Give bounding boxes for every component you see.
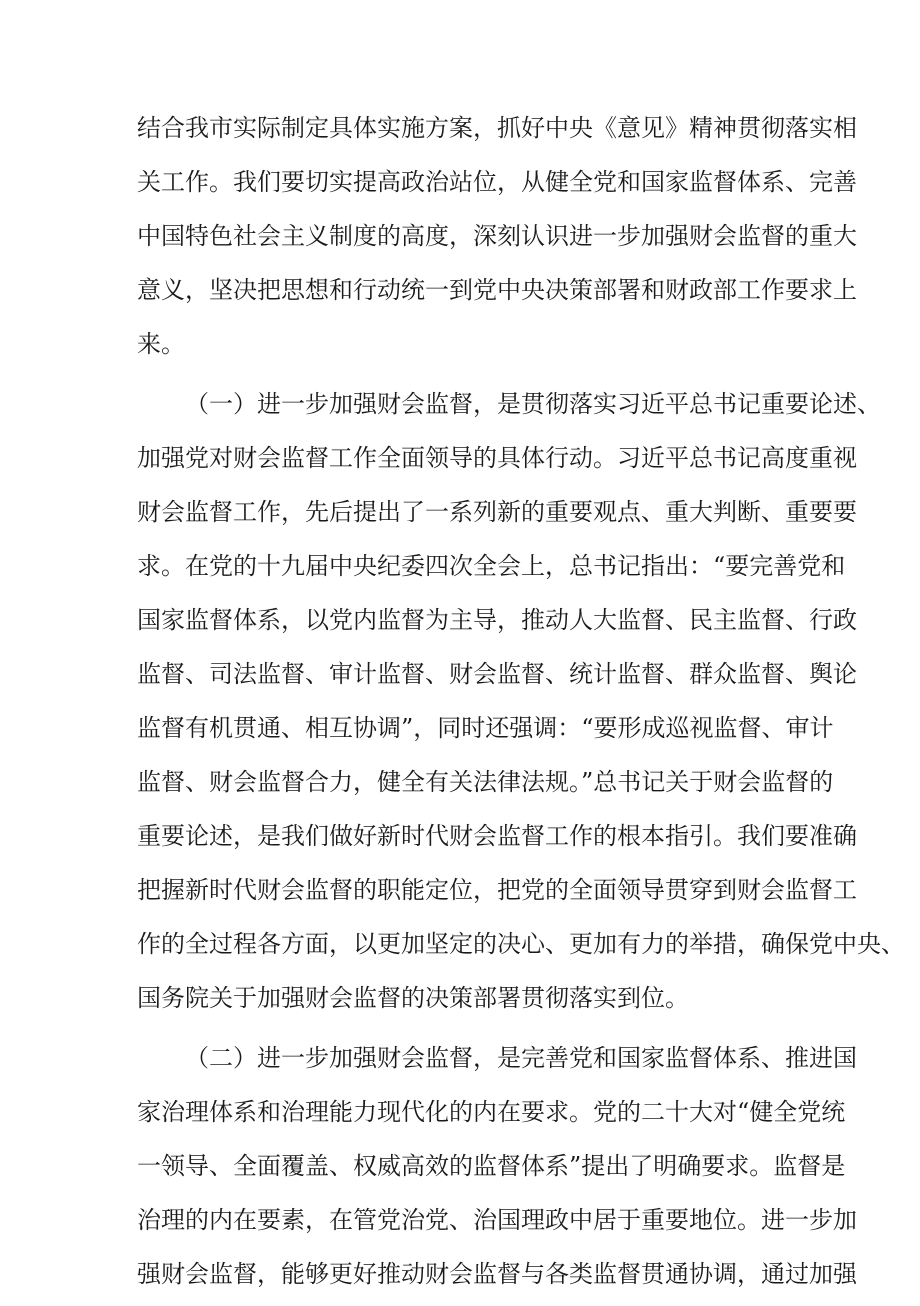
text-line: 国务院关于加强财会监督的决策部署贯彻落实到位。 [137, 984, 689, 1012]
text-line: 财会监督工作，先后提出了一系列新的重要观点、重大判断、重要要 [137, 498, 857, 526]
text-line: 加强党对财会监督工作全面领导的具体行动。习近平总书记高度重视 [137, 444, 857, 472]
text-line: 关工作。我们要切实提高政治站位，从健全党和国家监督体系、完善 [137, 168, 857, 196]
text-line: 监督有机贯通、相互协调”，同时还强调：“要形成巡视监督、审计 [137, 714, 834, 742]
text-line: 求。在党的十九届中央纪委四次全会上，总书记指出：“要完善党和 [137, 552, 846, 580]
text-line: 重要论述，是我们做好新时代财会监督工作的根本指引。我们要准确 [137, 822, 857, 850]
document-body [137, 106, 905, 1306]
text-line: 一领导、全面覆盖、权威高效的监督体系”提出了明确要求。监督是 [137, 1152, 846, 1180]
text-line: 作的全过程各方面，以更加坚定的决心、更加有力的举措，确保党中央、 [137, 930, 905, 958]
text-line: 把握新时代财会监督的职能定位，把党的全面领导贯穿到财会监督工 [137, 876, 857, 904]
text-line: 监督、司法监督、审计监督、财会监督、统计监督、群众监督、舆论 [137, 660, 857, 688]
text-line: 强财会监督，能够更好推动财会监督与各类监督贯通协调，通过加强 [137, 1260, 857, 1288]
paragraph-2 [137, 382, 905, 1030]
text-line: （一）进一步加强财会监督，是贯彻落实习近平总书记重要论述、 [185, 390, 881, 418]
text-line: 家治理体系和治理能力现代化的内在要求。党的二十大对“健全党统 [137, 1098, 846, 1126]
text-line: 治理的内在要素，在管党治党、治国理政中居于重要地位。进一步加 [137, 1206, 857, 1234]
text-line: 结合我市实际制定具体实施方案，抓好中央《意见》精神贯彻落实相 [137, 114, 857, 142]
text-line: 监督、财会监督合力，健全有关法律法规。”总书记关于财会监督的 [137, 768, 834, 796]
text-line: 国家监督体系，以党内监督为主导，推动人大监督、民主监督、行政 [137, 606, 857, 634]
text-line: （二）进一步加强财会监督，是完善党和国家监督体系、推进国 [185, 1044, 857, 1072]
paragraph-1 [137, 106, 857, 376]
paragraph-3 [137, 1036, 857, 1306]
text-line: 来。 [137, 330, 185, 358]
text-line: 意义，坚决把思想和行动统一到党中央决策部署和财政部工作要求上 [137, 276, 857, 304]
text-line: 中国特色社会主义制度的高度，深刻认识进一步加强财会监督的重大 [137, 222, 857, 250]
